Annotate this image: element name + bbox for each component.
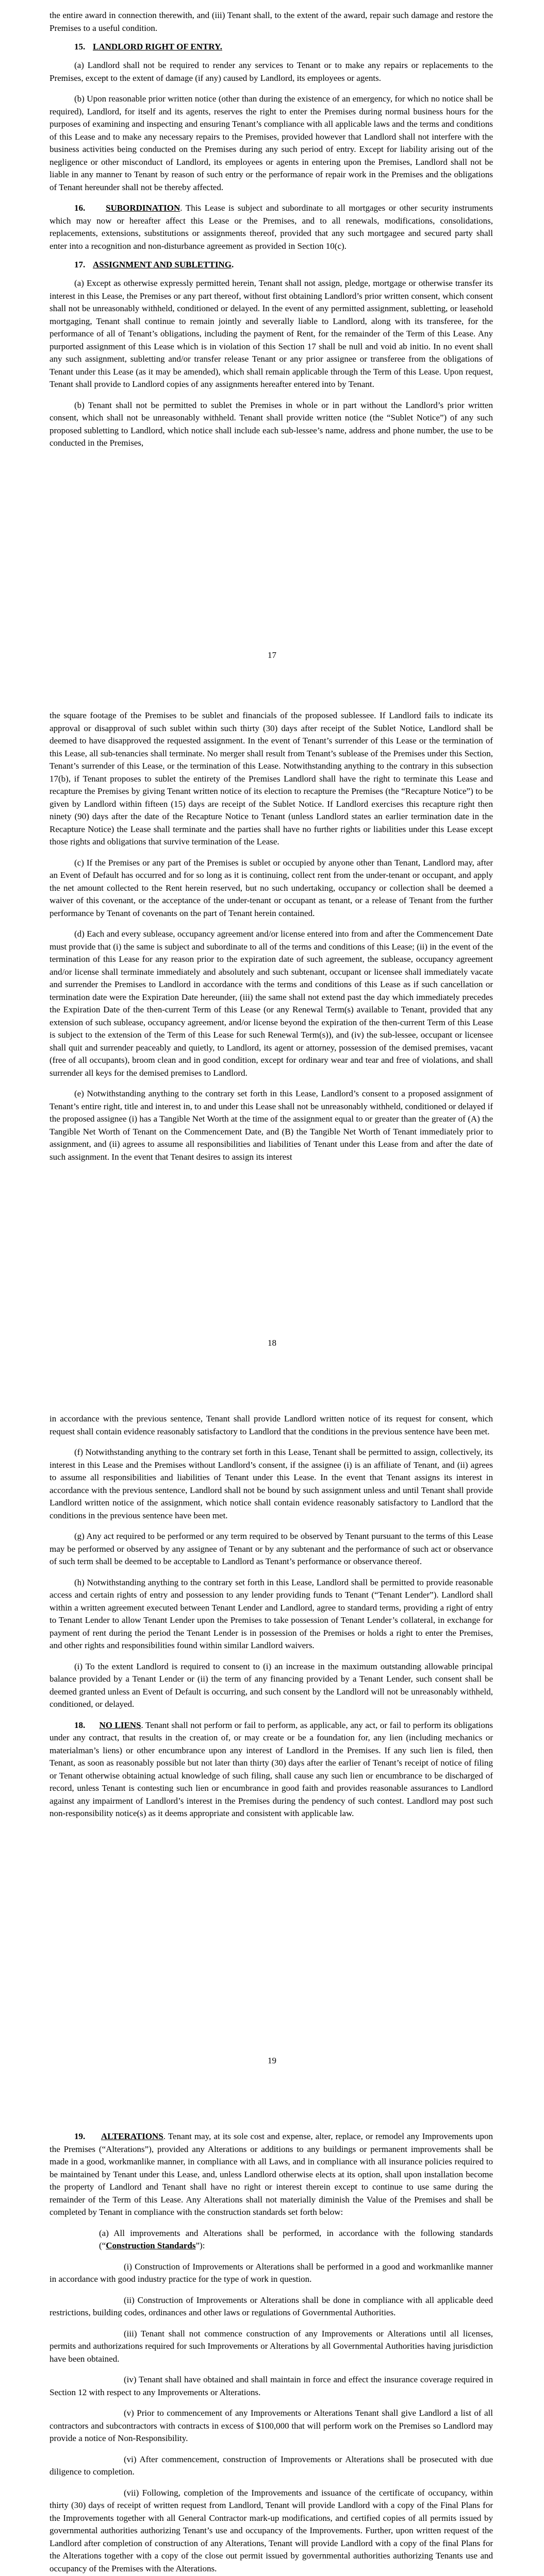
page-20 [0, 2110, 544, 2576]
section-15a: (a) Landlord shall not be required to render any services to Tenant or to make any repairs or replacements to the Premises, except to the extent of damage (if any) caused by Landlord, its employees or agents. [50, 60, 493, 83]
section-17i: (i) To the extent Landlord is required to consent to (i) an increase in the maximum outstanding allowable principal balance provided by a Tenant Lender or (ii) the term of any financing provided by a Tenant Lender, such consent shall be deemed granted unless an Event of Default is occurring, and such consent by the Landlord will not be unreasonably withheld, conditioned, or delayed. [50, 1661, 493, 1709]
page-19-body [50, 1413, 493, 1820]
section-19a-i: (i) Construction of Improvements or Alterations shall be performed in a good and workmanlike manner in accordance with good industry practice for the type of work in question. [50, 2261, 493, 2284]
page-number-17: 17 [268, 650, 276, 660]
section-19a-iv: (iv) Tenant shall have obtained and shall maintain in force and effect the insurance coverage required in Section 12 with respect to any Improvements or Alterations. [50, 2375, 493, 2397]
page-20-body [50, 2130, 493, 2575]
page-19 [0, 1406, 544, 2107]
section-17b: (b) Tenant shall not be permitted to sublet the Premises in whole or in part without the Landlord’s prior written consent, which shall not be unreasonably withheld. Tenant shall provide written notice (the “Sublet Notice”) of any such proposed subletting to Landlord, which notice shall include each sub-lessee’s name, address and phone number, the use to be conducted in the Premises, [50, 400, 493, 448]
page-number-19: 19 [268, 2056, 276, 2065]
page-18 [0, 703, 544, 1404]
section-19a-iii: (iii) Tenant shall not commence construction of any Improvements or Alterations until all licenses, permits and authorizations required for such Improvements or Alterations by all Governmental Authorities having jurisdiction have been obtained. [50, 2328, 493, 2364]
section-19a-vii: (vii) Following, completion of the Improvements and issuance of the certificate of occupancy, within thirty (30) days of receipt of written request from Landlord, Tenant will provide Landlord with a copy of the Final Plans for the Improvements together with all General Contractor mark-up modifications, and certified copies of all permits issued by governmental authorities authorizing Tenant’s use and occupancy of the Improvements. Further, upon written request of the Landlord after completion of construction of any Alterations, Tenant will provide Landlord with a copy of the final Plans for the Alterations together with a copy of the close out permit issued by governmental authorities authorizing Tenants use and occupancy of the Premises with the Alterations. [50, 2487, 493, 2573]
section-19a-ii: (ii) Construction of Improvements or Alterations shall be done in compliance with all applicable deed restrictions, building codes, ordinances and other laws or regulations of Governmental Authorities. [50, 2295, 493, 2317]
section-19a: (a) All improvements and Alterations shall be performed, in accordance with the following standards (“Construction Standards”): [99, 2228, 493, 2250]
page-18-body [50, 709, 493, 1163]
section-19: 19. ALTERATIONS. Tenant may, at its sole cost and expense, alter, replace, or remodel any Improvements upon the Premises (“Alterations”), provided any Alterations or additions to any buildings or permanent improvements shall be made in a good, workmanlike manner, in compliance with all Laws, and in compliance with all insurance policies required to be maintained by Tenant under this Lease, and, unless Landlord otherwise elects at its option, shall upon installation become the property of Landlord and Tenant shall have no right or interest therein except to continue to use same during the remainder of the Term of this Lease. Any Alterations shall not materially diminish the Value of the Premises and shall be completed by Tenant in compliance with the construction standards set forth below: [50, 2131, 493, 2217]
section-17e-continued: in accordance with the previous sentence, Tenant shall provide Landlord written notice of its request for consent, which request shall contain evidence reasonably satisfactory to Landlord that the conditions in the previous sentence have been met. [50, 1414, 493, 1436]
section-18: 18. NO LIENS. Tenant shall not perform or fail to perform, as applicable, any act, or fail to perform its obligations under any contract, that results in the creation of, or may create or be a foundation for, any lien (including mechanics or materialman’s liens) or other encumbrance upon any interest of Landlord in the Premises. If any such lien is filed, then Tenant, as soon as reasonably possible but not later than thirty (30) days after the earlier of Tenant’s receipt of notice of filing or Tenant otherwise obtaining actual knowledge of such filing, shall cause any such lien or encumbrance to be discharged of record, unless Tenant is contesting such lien or encumbrance in good faith and provides reasonable assurances to Landlord against any impairment of Landlord’s interest in the Premises during the pendency of such contest. Landlord may post such non-responsibility notice(s) as it deems appropriate and consistent with applicable law. [50, 1720, 493, 1818]
paragraph-award: the entire award in connection therewith, and (iii) Tenant shall, to the extent of the award, repair such damage and restore the Premises to a useful condition. [50, 10, 493, 33]
section-17b-continued: the square footage of the Premises to be sublet and financials of the proposed sublessee. If Landlord fails to indicate its approval or disapproval of such sublet within such thirty (30) days after receipt of the Sublet Notice, Landlord shall be deemed to have disapproved the requested assignment. In the event of Tenant’s surrender of this Lease or the termination of this Lease, all sub-tenancies shall terminate. No merger shall result from Tenant’s sublease of the Premises under this Section, Tenant’s surrender of this Lease, or the termination of this Lease. Notwithstanding anything to the contrary in this subsection 17(b), if Tenant proposes to sublet the entirety of the Premises Landlord shall have the right to terminate this Lease and recapture the Premises by giving Tenant written notice of its election to recapture the Premises (the “Recapture Notice”) to be given by Landlord within fifteen (15) days are receipt of the Sublet Notice. If Landlord exercises this recapture right then ninety (90) days after the date of the Recapture Notice to Tenant (unless Landlord states an earlier termination date in the Recapture Notice) the Lease shall terminate and the parties shall have no further rights or liabilities under this Lease except those rights and obligations that survive termination of the Lease. [50, 710, 493, 846]
section-17-heading: 17. ASSIGNMENT AND SUBLETTING. [74, 260, 234, 269]
section-17a: (a) Except as otherwise expressly permitted herein, Tenant shall not assign, pledge, mortgage or otherwise transfer its interest in this Lease, the Premises or any part thereof, without first obtaining Landlord’s prior written consent, which consent shall not be unreasonably withheld, conditioned or delayed. In the event of any permitted assignment, subletting, or leasehold mortgaging, Tenant shall continue to remain jointly and severally liable to Landlord, along with its transferee, for the performance of all of Tenant’s obligations, including the payment of Rent, for the remainder of the Term of this Lease. Any purported assignment of this Lease which is in violation of this Section 17 shall be null and void ab initio. In no event shall any such assignment, subletting and/or transfer release Tenant or any prior assignee or transferee from the obligations of Tenant under this Lease (as it may be amended), which shall remain applicable through the Term of this Lease. Upon request, Tenant shall provide to Landlord copies of any assignments hereafter entered into by Tenant. [50, 278, 493, 389]
section-17e: (e) Notwithstanding anything to the contrary set forth in this Lease, Landlord’s consent to a proposed assignment of Tenant’s entire right, title and interest in, to and under this Lease shall not be unreasonably withheld, conditioned or delayed if the proposed assignee (i) has a Tangible Net Worth at the time of the assignment equal to or greater than the greater of (A) the Tangible Net Worth of Tenant on the Commencement Date, and (B) the Tangible Net Worth of Tenant immediately prior to assignment, and (ii) agrees to assume all responsibilities and liabilities of Tenant under this Lease from and after the date of such assignment. In the event that Tenant desires to assign its interest [50, 1089, 493, 1162]
section-17f: (f) Notwithstanding anything to the contrary set forth in this Lease, Tenant shall be permitted to assign, collectively, its interest in this Lease and the Premises without Landlord’s consent, if the assignee (i) is an affiliate of Tenant, and (ii) agrees to assume all responsibilities and liabilities of Tenant under this Lease. In the event that Tenant assigns its interest in accordance with the previous sentence, Landlord shall not be bound by such assignment unless and until Tenant shall provide Landlord written notice of the assignment, which notice shall contain evidence reasonably satisfactory to Landlord that the conditions in the previous sentence have been met. [50, 1447, 493, 1520]
section-16: 16. SUBORDINATION. This Lease is subject and subordinate to all mortgages or other security instruments which may now or hereafter affect this Lease or the Premises, and to all renewals, modifications, consolidations, replacements, extensions, substitutions or assignments thereof, provided that any such mortgagee and secured party shall enter into a recognition and non-disturbance agreement as provided in Section 10(c). [50, 203, 493, 251]
page-number-18: 18 [268, 1338, 276, 1348]
section-17d: (d) Each and every sublease, occupancy agreement and/or license entered into from and after the Commencement Date must provide that (i) the same is subject and subordinate to all of the terms and conditions of this Lease; (ii) in the event of the termination of this Lease for any reason prior to the expiration date of such agreement, the sublease, occupancy agreement and/or license shall terminate immediately and absolutely and such subtenant, occupant or licensee shall immediately vacate and surrender the Premises to Landlord in accordance with the terms and conditions of this Lease as if such cancellation or termination date were the Expiration Date hereunder, (iii) the same shall not extend past the day which immediately precedes the Expiration Date of the then-current Term of this Lease (or any Renewal Term(s) available to Tenant, provided that any extension of such sublease, occupancy agreement, and/or license beyond the expiration of the then-current Term of this Lease is subject to the extension of the Term of this Lease for such Renewal Term(s)), and (iv) the sub-lessee, occupant or licensee shall quit and surrender peaceably and quietly, to Landlord, its agent or attorney, possession of the demised premises, vacant (free of all occupants), broom clean and in good condition, except for ordinary wear and tear and free of violations, and shall surrender all keys for the demised premises to Landlord. [50, 929, 493, 1078]
section-17g: (g) Any act required to be performed or any term required to be observed by Tenant pursuant to the terms of this Lease may be performed or observed by any assignee of Tenant or by any subtenant and the performance of such act or observance of such term shall be deemed to be acceptable to Landlord as Tenant’s performance or observance thereof. [50, 1531, 493, 1566]
section-19a-v: (v) Prior to commencement of any Improvements or Alterations Tenant shall give Landlord a list of all contractors and subcontractors with contracts in excess of $100,000 that will perform work on the Premises so Landlord may provide a notice of Non-Responsibility. [50, 2408, 493, 2443]
section-17c: (c) If the Premises or any part of the Premises is sublet or occupied by anyone other than Tenant, Landlord may, after an Event of Default has occurred and for so long as it is continuing, collect rent from the under-tenant or occupant, and apply the net amount collected to the Rent herein reserved, but no such undertaking, occupancy or collection shall be deemed a waiver of this covenant, or the acceptance of the under-tenant or occupant as tenant, or a release of Tenant from the further performance by Tenant of covenants on the part of Tenant herein contained. [50, 857, 493, 918]
section-15b: (b) Upon reasonable prior written notice (other than during the existence of an emergency, for which no notice shall be required), Landlord, for itself and its agents, reserves the right to enter the Premises during normal business hours for the purposes of examining and inspecting and ensuring Tenant’s compliance with all applicable laws and the terms and conditions of this Lease and to make any necessary repairs to the Premises, provided however that Landlord shall not interfere with the business activities being conducted on the Premises during any such period of entry. Except for liability arising out of the negligence or other misconduct of Landlord, its employees or agents in entering upon the Premises, Landlord shall not be liable in any manner to Tenant by reason of such entry or the performance of repair work in the Premises and the obligations of Tenant hereunder shall not be thereby affected. [50, 94, 493, 192]
page-17-body [50, 9, 493, 450]
section-19a-vi: (vi) After commencement, construction of Improvements or Alterations shall be prosecuted with due diligence to completion. [50, 2454, 493, 2477]
page-17 [0, 0, 544, 701]
section-17h: (h) Notwithstanding anything to the contrary set forth in this Lease, Landlord shall be permitted to provide reasonable access and certain rights of entry and possession to any lender providing funds to Tenant (“Tenant Lender”). Landlord shall within a written agreement executed between Tenant Lender and Landlord, agree to standard terms, providing a right of entry to Tenant Lender to allow Tenant Lender upon the Premises to take possession of Tenant Lender’s collateral, in exchange for payment of rent during the period the Tenant Lender is in possession of the Premises or holds a right to enter the Premises, and other rights and responsibilities found within similar Landlord waivers. [50, 1577, 493, 1650]
section-15-heading: 15. LANDLORD RIGHT OF ENTRY. [74, 42, 222, 52]
